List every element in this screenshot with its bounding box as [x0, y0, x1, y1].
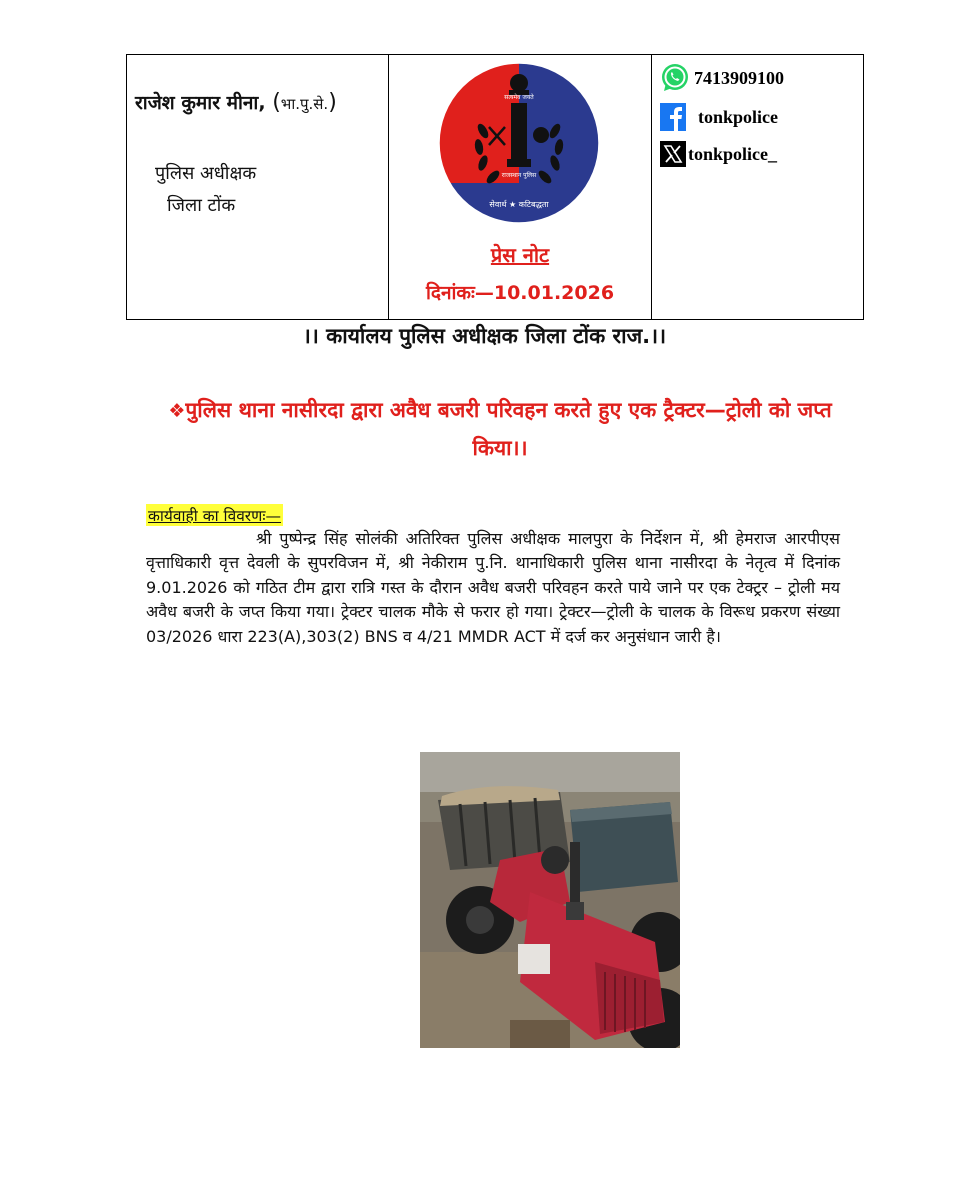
x-handle: tonkpolice_ — [688, 143, 778, 164]
headline-text: पुलिस थाना नासीरदा द्वारा अवैध बजरी परिवहन करते हुए एक ट्रैक्टर—ट्रोली को जप्त किया।। — [185, 398, 832, 460]
diamond-bullet-icon: ❖ — [168, 400, 186, 422]
officer-district: जिला टोंक — [167, 195, 236, 216]
facebook-icon — [660, 103, 686, 131]
action-description: श्री पुष्पेन्द्र सिंह सोलंकी अतिरिक्त पुलिस अधीक्षक मालपुरा के निर्देशन में, श्री हेमराज आरपीएस वृत्ताधिकारी वृत्त देवली के सुपरविजन में, श्री नेकीराम पु.नि. थानाधिकारी पुलिस थाना नासीरदा के नेतृत्व में दिनांक 9.01.2026 को गठित टीम द्वारा रात्रि गस्त के दौरान अवैध बजरी परिवहन करते पाये जाने पर एक टेक्ट्रर – ट्रोली मय अवैध बजरी के जप्त किया गया। ट्रेक्टर चालक मौके से फरार हो गया। ट्रेक्टर—ट्रोली के चालक के विरूध प्रकरण संख्या 03/2026 धारा 223(A),303(2) BNS व 4/21 MMDR ACT में दर्ज कर अनुसंधान जारी है। — [146, 529, 840, 646]
rajasthan-police-logo — [423, 59, 615, 227]
action-label: कार्यवाही का विवरणः— — [146, 504, 283, 526]
letterhead-table — [126, 54, 864, 320]
facebook-contact[interactable] — [660, 103, 778, 131]
logo-cell — [389, 55, 652, 319]
office-line: ।। कार्यालय पुलिस अधीक्षक जिला टोंक राज.।। — [302, 324, 667, 348]
whatsapp-number: 7413909100 — [694, 67, 784, 88]
logo-motto-top: सत्यमेव जयते — [504, 94, 534, 101]
x-contact[interactable] — [660, 141, 777, 167]
officer-service: भा.पु.से. — [280, 95, 329, 113]
officer-designation: पुलिस अधीक्षक — [155, 163, 257, 184]
whatsapp-icon — [660, 63, 690, 93]
contact-cell — [652, 55, 863, 319]
x-logo-icon — [660, 141, 686, 167]
officer-cell — [127, 55, 389, 319]
press-note-title: प्रेस नोट — [490, 243, 550, 267]
facebook-handle: tonkpolice — [698, 106, 779, 127]
logo-motto-bottom: सेवार्थ ★ कटिबद्धता — [489, 200, 549, 209]
whatsapp-contact[interactable] — [660, 63, 784, 93]
headline — [160, 392, 840, 467]
officer-name: राजेश कुमार मीना, (भा.पु.से.) — [135, 90, 337, 115]
seized-tractor-photo — [420, 752, 680, 1048]
press-note-date: दिनांकः—10.01.2026 — [425, 282, 615, 304]
logo-ribbon: राजस्थान पुलिस — [501, 172, 537, 179]
